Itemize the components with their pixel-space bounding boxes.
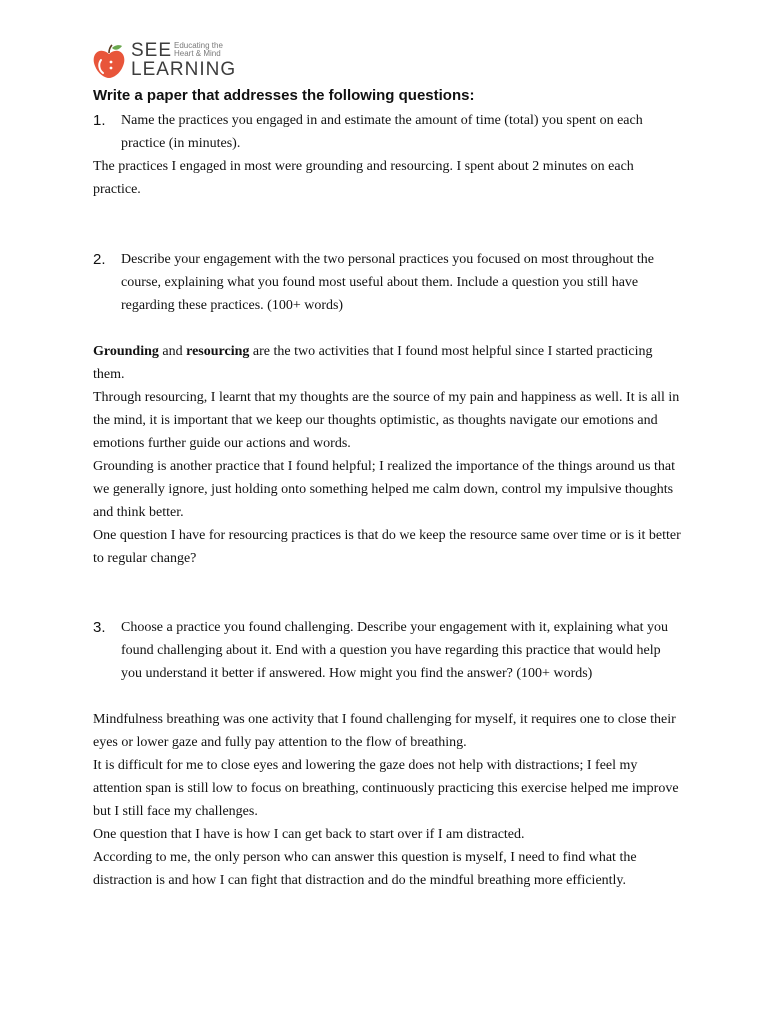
answer-intro-paragraph [93, 340, 683, 386]
question-prompt: Describe your engagement with the two personal practices you focused on most throughout the course, explaining what you found most useful about them. Include a question you still have regarding these practices. (100+ words) [121, 252, 655, 313]
logo-tagline [174, 42, 244, 58]
question-2 [93, 248, 683, 317]
answer-paragraph: One question that I have is how I can get back to start over if I am distracted. [93, 827, 525, 842]
question-prompt: Choose a practice you found challenging. Describe your engagement with it, explaining what you found challenging about it. End with a question you have regarding this practice that would help you understand it better if answered. How might you find the answer? (100+ words) [121, 620, 669, 681]
question-number: 2. [93, 251, 106, 268]
question-number: 3. [93, 619, 106, 636]
answer-paragraph: Through resourcing, I learnt that my thoughts are the source of my pain and happiness as well. It is all in the mind, it is important that we keep our thoughts optimistic, as thoughts navigate our emotions and emotions further guide our actions and words. [93, 390, 680, 451]
document-body [93, 109, 683, 892]
logo-tagline-line1: Educating the [174, 41, 223, 50]
answer-paragraph: The practices I engaged in most were grounding and resourcing. I spent about 2 minutes on each practice. [93, 159, 634, 197]
question-prompt: Name the practices you engaged in and estimate the amount of time (total) you spent on each practice (in minutes). [121, 113, 643, 151]
bold-resourcing: resourcing [186, 344, 250, 359]
question-1 [93, 109, 683, 155]
answer-paragraph: Grounding is another practice that I found helpful; I realized the importance of the things around us that we generally ignore, just holding onto something helped me calm down, control my impulsive thoughts and think better. [93, 459, 675, 520]
question-3 [93, 616, 683, 685]
apple-heart-icon [92, 44, 126, 80]
logo-learning-text: LEARNING [131, 59, 237, 80]
logo-tagline-line2: Heart & Mind [174, 49, 221, 58]
question-number: 1. [93, 112, 106, 129]
answer-intro-and: and [158, 344, 187, 359]
bold-grounding: Grounding [93, 344, 159, 359]
answer-paragraph: It is difficult for me to close eyes and lowering the gaze does not help with distractions; I feel my attention span is still low to focus on breathing, continuously practicing this exercise helped me improve but I still face my challenges. [93, 758, 679, 819]
logo-see-text: SEE [131, 40, 173, 61]
answer-paragraph: According to me, the only person who can answer this question is myself, I need to find what the distraction is and how I can fight that distraction and do the mindful breathing more efficiently. [93, 850, 637, 888]
document-heading: Write a paper that addresses the following questions: [93, 87, 475, 104]
answer-paragraph: One question I have for resourcing practices is that do we keep the resource same over time or is it better to regular change? [93, 528, 681, 566]
see-learning-logo [92, 42, 262, 82]
answer-intro-rest: are the two activities that I found most helpful since I started practicing them. [93, 344, 653, 382]
answer-paragraph: Mindfulness breathing was one activity that I found challenging for myself, it requires one to close their eyes or lower gaze and fully pay attention to the flow of breathing. [93, 712, 676, 750]
